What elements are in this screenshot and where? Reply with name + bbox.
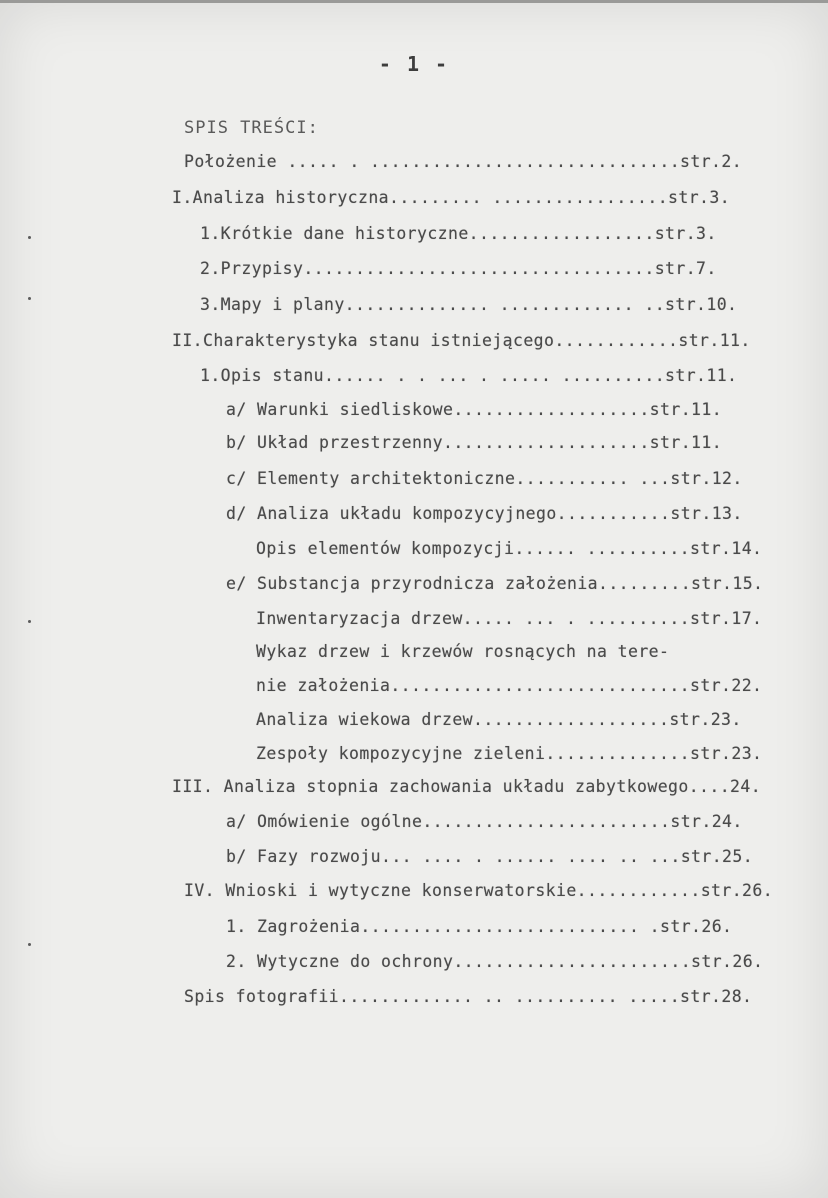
punch-hole-mark — [28, 236, 31, 239]
punch-hole-mark — [28, 297, 31, 300]
toc-entry: 1. Zagrożenia........................... .str.26. — [226, 917, 733, 936]
toc-entry: Wykaz drzew i krzewów rosnących na tere- — [256, 642, 670, 661]
toc-entry: Opis elementów kompozycji...... ..........str.14. — [256, 539, 763, 558]
toc-entry: 2. Wytyczne do ochrony.......................str.26. — [226, 952, 764, 971]
toc-entry: 3.Mapy i plany.............. ............. ..str.10. — [200, 295, 738, 314]
toc-entry: III. Analiza stopnia zachowania układu zabytkowego....24. — [172, 777, 762, 796]
toc-entry: II.Charakterystyka stanu istniejącego............str.11. — [172, 331, 751, 350]
toc-entry: b/ Układ przestrzenny....................str.11. — [226, 433, 723, 452]
punch-hole-mark — [28, 943, 31, 946]
toc-entry: Analiza wiekowa drzew...................str.23. — [256, 710, 742, 729]
toc-title: SPIS TREŚCI: — [184, 118, 319, 138]
toc-entry: a/ Warunki siedliskowe...................str.11. — [226, 400, 723, 419]
toc-entry: d/ Analiza układu kompozycyjnego...........str.13. — [226, 504, 743, 523]
punch-hole-mark — [28, 620, 31, 623]
page-top-edge — [0, 0, 828, 3]
toc-entry: I.Analiza historyczna......... .................str.3. — [172, 188, 731, 207]
toc-entry: c/ Elementy architektoniczne........... ...str.12. — [226, 469, 743, 488]
toc-entry: Położenie ..... . ..............................str.2. — [184, 152, 743, 171]
toc-entry: IV. Wnioski i wytyczne konserwatorskie............str.26. — [184, 881, 774, 900]
toc-entry: 2.Przypisy..................................str.7. — [200, 259, 717, 278]
page-number: - 1 - — [378, 52, 450, 76]
toc-entry: 1.Opis stanu...... . . ... . ..... ..........str.11. — [200, 366, 738, 385]
toc-entry: b/ Fazy rozwoju... .... . ...... .... .. ...str.25. — [226, 847, 754, 866]
toc-entry: a/ Omówienie ogólne........................str.24. — [226, 812, 743, 831]
toc-entry: Spis fotografii............. .. .......... .....str.28. — [184, 987, 753, 1006]
toc-entry: Inwentaryzacja drzew..... ... . ..........str.17. — [256, 609, 763, 628]
toc-entry: 1.Krótkie dane historyczne..................str.3. — [200, 224, 717, 243]
toc-entry: Zespoły kompozycyjne zieleni..............str.23. — [256, 744, 763, 763]
toc-entry: nie założenia.............................str.22. — [256, 676, 763, 695]
toc-entry: e/ Substancja przyrodnicza założenia.........str.15. — [226, 574, 764, 593]
